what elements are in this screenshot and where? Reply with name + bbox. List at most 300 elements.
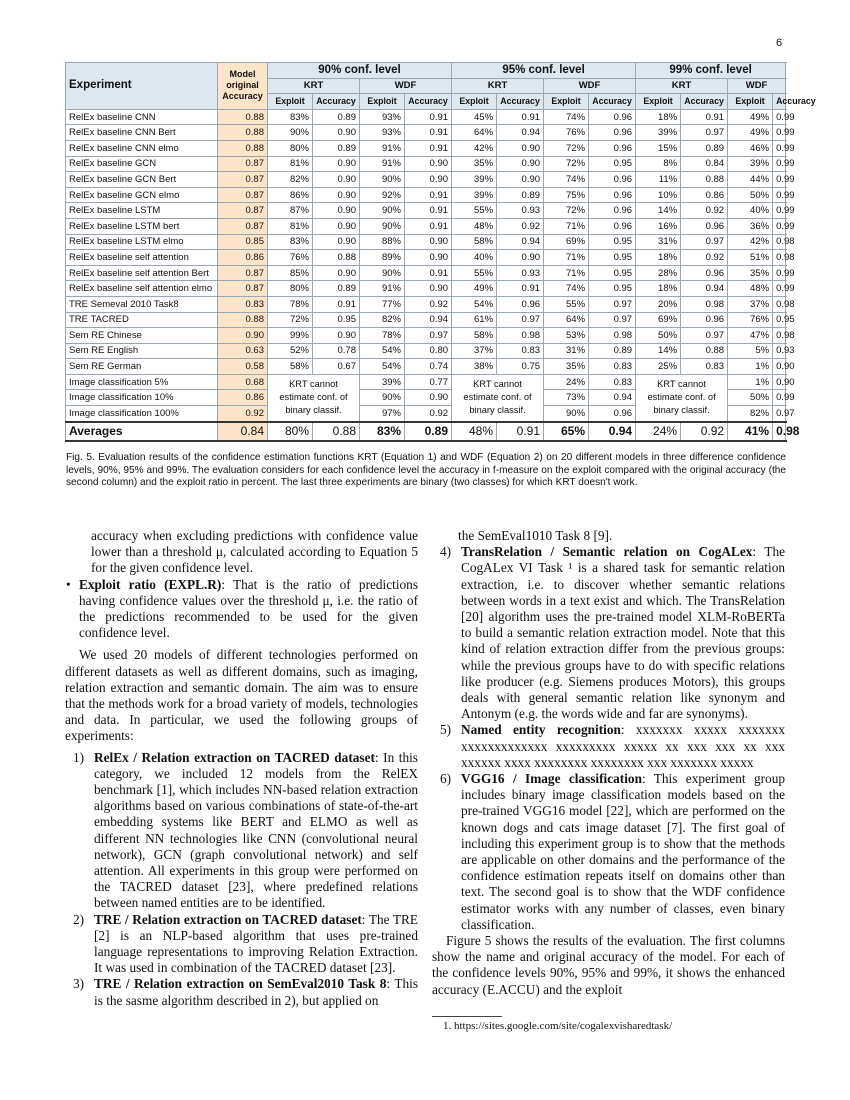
header-wdf-95: WDF bbox=[544, 78, 636, 94]
row-value: 18% bbox=[636, 109, 681, 125]
row-value: 0.95 bbox=[589, 281, 636, 297]
row-value: 0.90 bbox=[313, 265, 360, 281]
row-value: 0.90 bbox=[313, 156, 360, 172]
row-value: 0.95 bbox=[589, 234, 636, 250]
row-value: 0.98 bbox=[773, 328, 786, 344]
row-value: 72% bbox=[544, 140, 589, 156]
row-value: 42% bbox=[728, 234, 773, 250]
row-value: 0.98 bbox=[773, 234, 786, 250]
row-value: 82% bbox=[728, 406, 773, 422]
row-value: 83% bbox=[268, 234, 313, 250]
row-value: 0.83 bbox=[589, 374, 636, 390]
row-value: 0.96 bbox=[681, 265, 728, 281]
row-value: 90% bbox=[268, 125, 313, 141]
row-original-accuracy: 0.87 bbox=[218, 172, 268, 188]
table-row bbox=[66, 328, 786, 344]
averages-value: 83% bbox=[360, 422, 405, 441]
table-row bbox=[66, 359, 786, 375]
row-value: 0.92 bbox=[405, 296, 452, 312]
row-value: 85% bbox=[268, 265, 313, 281]
list-item: 4) TransRelation / Semantic relation on CogALex: The CogALex VI Task ¹ is a shared task for semantic relation extraction, i.e. to discover whether semantic relations between words in a text exist and which. The TransRelation [20] algorithm uses the pre-trained model XLM-RoBERTa to build a semantic relation extraction model. Note that this kind of relation extraction differ from the previous groups: while the previous groups have to do with specific relations like producer (e.g. Siemens produces Motors), this groups deals with general semantic relation like synonym and Antonym (e.g. the words wide and far are synonyms). bbox=[440, 544, 785, 722]
row-value: 0.89 bbox=[313, 140, 360, 156]
row-value: 0.91 bbox=[405, 187, 452, 203]
row-value: 0.93 bbox=[773, 343, 786, 359]
table-row bbox=[66, 109, 786, 125]
row-value: 0.90 bbox=[405, 156, 452, 172]
header-accuracy-wdf-90: Accuracy bbox=[405, 94, 452, 110]
row-value: 76% bbox=[544, 125, 589, 141]
header-wdf-99: WDF bbox=[728, 78, 786, 94]
row-value: 45% bbox=[452, 109, 497, 125]
row-value: 80% bbox=[268, 140, 313, 156]
row-value: 0.97 bbox=[681, 234, 728, 250]
row-original-accuracy: 0.92 bbox=[218, 406, 268, 422]
row-original-accuracy: 0.83 bbox=[218, 296, 268, 312]
row-original-accuracy: 0.88 bbox=[218, 125, 268, 141]
figure-caption: Fig. 5. Evaluation results of the confidence estimation functions KRT (Equation 1) and WDF (Equation 2) on 20 different models in three difference confidence levels, 90%, 95% and 99%. The evaluation considers for each confidence level the accuracy in f-measure on the exploit compared with the original accuracy (the second column) and the exploit ratio in percent. The last three experiments are binary (two classes) for which KRT doesn't work. bbox=[66, 452, 786, 489]
header-krt-99: KRT bbox=[636, 78, 728, 94]
row-value: 49% bbox=[728, 109, 773, 125]
row-value: 90% bbox=[360, 172, 405, 188]
row-value: 86% bbox=[268, 187, 313, 203]
row-value: 0.84 bbox=[681, 156, 728, 172]
row-value: 0.90 bbox=[313, 234, 360, 250]
row-value: 24% bbox=[544, 374, 589, 390]
row-value: 53% bbox=[544, 328, 589, 344]
row-value: 18% bbox=[636, 281, 681, 297]
row-value: 52% bbox=[268, 343, 313, 359]
averages-value: 48% bbox=[452, 422, 497, 441]
averages-value: 0.88 bbox=[313, 422, 360, 441]
row-value: 58% bbox=[452, 234, 497, 250]
header-accuracy-krt-99: Accuracy bbox=[681, 94, 728, 110]
row-value: 0.75 bbox=[497, 359, 544, 375]
row-value: 50% bbox=[636, 328, 681, 344]
row-value: 76% bbox=[268, 250, 313, 266]
row-value: 87% bbox=[268, 203, 313, 219]
row-value: 89% bbox=[360, 250, 405, 266]
row-value: 51% bbox=[728, 250, 773, 266]
row-name: Sem RE Chinese bbox=[66, 328, 218, 344]
header-model-original-accuracy: Model original Accuracy bbox=[218, 63, 268, 110]
list-item: 3) TRE / Relation extraction on SemEval2010 Task 8: This is the sasme algorithm described in 2), but applied on bbox=[73, 976, 418, 1008]
results-table bbox=[65, 62, 816, 442]
row-value: 44% bbox=[728, 172, 773, 188]
row-original-accuracy: 0.88 bbox=[218, 312, 268, 328]
row-value: 91% bbox=[360, 140, 405, 156]
header-accuracy-wdf-99: Accuracy bbox=[773, 94, 786, 110]
averages-value: 24% bbox=[636, 422, 681, 441]
averages-value: 0.98 bbox=[773, 422, 786, 441]
row-value: 0.88 bbox=[681, 172, 728, 188]
row-value: 49% bbox=[452, 281, 497, 297]
row-name: RelEx baseline self attention bbox=[66, 250, 218, 266]
row-original-accuracy: 0.87 bbox=[218, 203, 268, 219]
table-row bbox=[66, 343, 786, 359]
row-value: 0.90 bbox=[773, 359, 786, 375]
row-value: 77% bbox=[360, 296, 405, 312]
row-value: 0.90 bbox=[313, 172, 360, 188]
row-value: 72% bbox=[544, 156, 589, 172]
row-value: 54% bbox=[360, 343, 405, 359]
row-value: 1% bbox=[728, 359, 773, 375]
row-original-accuracy: 0.90 bbox=[218, 328, 268, 344]
row-value: 99% bbox=[268, 328, 313, 344]
row-value: 58% bbox=[452, 328, 497, 344]
header-exploit-wdf-90: Exploit bbox=[360, 94, 405, 110]
header-wdf-90: WDF bbox=[360, 78, 452, 94]
row-name: TRE TACRED bbox=[66, 312, 218, 328]
header-exploit-wdf-95: Exploit bbox=[544, 94, 589, 110]
row-value: 0.94 bbox=[405, 312, 452, 328]
header-krt-90: KRT bbox=[268, 78, 360, 94]
row-value: 93% bbox=[360, 125, 405, 141]
row-value: 0.99 bbox=[773, 187, 786, 203]
row-value: 25% bbox=[636, 359, 681, 375]
row-value: 83% bbox=[268, 109, 313, 125]
row-name: Sem RE German bbox=[66, 359, 218, 375]
row-original-accuracy: 0.87 bbox=[218, 265, 268, 281]
row-original-accuracy: 0.86 bbox=[218, 390, 268, 406]
row-value: 39% bbox=[452, 172, 497, 188]
row-value: 90% bbox=[544, 406, 589, 422]
row-value: 0.90 bbox=[313, 125, 360, 141]
row-value: 39% bbox=[360, 374, 405, 390]
row-value: 0.96 bbox=[589, 218, 636, 234]
row-value: 90% bbox=[360, 218, 405, 234]
paragraph-models: We used 20 models of different technologies performed on different datasets as well as different domains, such as imaging, relation extraction and semantic domain. The aim was to ensure that the methods work for a broad variety of models, technologies and data. In particular, we used the following groups of experiments: bbox=[65, 647, 418, 744]
row-value: 64% bbox=[544, 312, 589, 328]
row-value: 0.96 bbox=[589, 109, 636, 125]
page-number: 6 bbox=[776, 37, 783, 49]
averages-value: 80% bbox=[268, 422, 313, 441]
list-item: 5) Named entity recognition: xxxxxxx xxxxx xxxxxxx xxxxxxxxxxxxx xxxxxxxxx xxxxx xx xxx xxx xx xxx xxxxxx xxxx xxxxxxxx xxxxxxxx xxx xxxxxxx xxxxx bbox=[440, 722, 785, 770]
row-value: 0.91 bbox=[497, 109, 544, 125]
row-value: 93% bbox=[360, 109, 405, 125]
row-value: 0.95 bbox=[589, 250, 636, 266]
row-value: 0.91 bbox=[405, 218, 452, 234]
row-value: 0.99 bbox=[773, 265, 786, 281]
row-value: 14% bbox=[636, 203, 681, 219]
row-value: 0.95 bbox=[589, 265, 636, 281]
row-value: 97% bbox=[360, 406, 405, 422]
row-value: 0.89 bbox=[497, 187, 544, 203]
row-original-accuracy: 0.58 bbox=[218, 359, 268, 375]
table-row bbox=[66, 172, 786, 188]
averages-row bbox=[66, 422, 786, 441]
row-value: 90% bbox=[360, 203, 405, 219]
row-value: 82% bbox=[360, 312, 405, 328]
table-row bbox=[66, 187, 786, 203]
row-value: 0.98 bbox=[681, 296, 728, 312]
row-value: 16% bbox=[636, 218, 681, 234]
row-value: 11% bbox=[636, 172, 681, 188]
row-value: 92% bbox=[360, 187, 405, 203]
row-value: 0.89 bbox=[589, 343, 636, 359]
row-value: 36% bbox=[728, 218, 773, 234]
row-value: 0.89 bbox=[313, 109, 360, 125]
table-row bbox=[66, 203, 786, 219]
row-value: 78% bbox=[360, 328, 405, 344]
row-value: 20% bbox=[636, 296, 681, 312]
row-value: 39% bbox=[728, 156, 773, 172]
row-value: 0.96 bbox=[589, 203, 636, 219]
row-value: 0.99 bbox=[773, 109, 786, 125]
row-value: 0.80 bbox=[405, 343, 452, 359]
header-conf-99: 99% conf. level bbox=[636, 63, 786, 79]
row-value: 72% bbox=[268, 312, 313, 328]
paragraph-results: Figure 5 shows the results of the evaluation. The first columns show the name and original accuracy of the model. For each of the confidence levels 90%, 95% and 99%, it shows the enhanced accuracy (E.ACCU) and the exploit bbox=[432, 933, 785, 997]
row-value: 35% bbox=[452, 156, 497, 172]
row-value: 39% bbox=[452, 187, 497, 203]
row-value: 8% bbox=[636, 156, 681, 172]
row-value: 37% bbox=[452, 343, 497, 359]
row-name: Sem RE English bbox=[66, 343, 218, 359]
row-original-accuracy: 0.87 bbox=[218, 156, 268, 172]
row-value: 0.96 bbox=[589, 406, 636, 422]
row-value: 81% bbox=[268, 218, 313, 234]
row-value: 0.91 bbox=[405, 125, 452, 141]
header-exploit-wdf-99: Exploit bbox=[728, 94, 773, 110]
averages-label: Averages bbox=[66, 422, 218, 441]
averages-value: 0.94 bbox=[589, 422, 636, 441]
row-value: 0.98 bbox=[589, 328, 636, 344]
table-row bbox=[66, 250, 786, 266]
header-exploit-krt-95: Exploit bbox=[452, 94, 497, 110]
row-original-accuracy: 0.63 bbox=[218, 343, 268, 359]
row-value: 0.96 bbox=[589, 172, 636, 188]
row-name: RelEx baseline CNN Bert bbox=[66, 125, 218, 141]
row-value: 35% bbox=[544, 359, 589, 375]
row-value: 64% bbox=[452, 125, 497, 141]
row-value: 0.95 bbox=[773, 312, 786, 328]
row-value: 0.99 bbox=[773, 281, 786, 297]
row-original-accuracy: 0.88 bbox=[218, 140, 268, 156]
row-value: 0.99 bbox=[773, 125, 786, 141]
row-original-accuracy: 0.68 bbox=[218, 374, 268, 390]
row-value: 0.94 bbox=[497, 234, 544, 250]
row-value: 0.97 bbox=[773, 406, 786, 422]
row-value: 50% bbox=[728, 390, 773, 406]
row-value: 40% bbox=[452, 250, 497, 266]
row-value: 0.90 bbox=[497, 156, 544, 172]
row-value: 58% bbox=[268, 359, 313, 375]
row-name: Image classification 10% bbox=[66, 390, 218, 406]
row-value: 31% bbox=[544, 343, 589, 359]
row-value: 90% bbox=[360, 265, 405, 281]
row-name: RelEx baseline self attention Bert bbox=[66, 265, 218, 281]
row-value: 35% bbox=[728, 265, 773, 281]
table-row bbox=[66, 374, 786, 390]
table-row bbox=[66, 156, 786, 172]
row-value: 48% bbox=[452, 218, 497, 234]
row-value: 0.99 bbox=[773, 140, 786, 156]
row-value: 0.97 bbox=[589, 312, 636, 328]
row-value: 0.88 bbox=[313, 250, 360, 266]
left-column bbox=[65, 528, 418, 1009]
row-name: RelEx baseline GCN bbox=[66, 156, 218, 172]
row-value: 78% bbox=[268, 296, 313, 312]
row-value: 0.92 bbox=[405, 406, 452, 422]
row-value: 0.89 bbox=[681, 140, 728, 156]
row-value: 47% bbox=[728, 328, 773, 344]
row-value: 71% bbox=[544, 265, 589, 281]
row-value: 0.89 bbox=[313, 281, 360, 297]
row-original-accuracy: 0.88 bbox=[218, 109, 268, 125]
row-value: 69% bbox=[544, 234, 589, 250]
row-value: 69% bbox=[636, 312, 681, 328]
header-conf-95: 95% conf. level bbox=[452, 63, 636, 79]
row-value: 0.90 bbox=[313, 187, 360, 203]
row-value: 0.90 bbox=[313, 218, 360, 234]
row-value: 74% bbox=[544, 281, 589, 297]
row-value: 0.98 bbox=[773, 250, 786, 266]
row-value: 0.96 bbox=[589, 187, 636, 203]
header-exploit-krt-99: Exploit bbox=[636, 94, 681, 110]
row-value: 0.90 bbox=[497, 172, 544, 188]
row-value: 0.94 bbox=[681, 281, 728, 297]
row-value: 15% bbox=[636, 140, 681, 156]
footnote-rule bbox=[432, 1016, 502, 1017]
row-value: 81% bbox=[268, 156, 313, 172]
row-value: 1% bbox=[728, 374, 773, 390]
row-value: 73% bbox=[544, 390, 589, 406]
row-value: 82% bbox=[268, 172, 313, 188]
row-value: 0.93 bbox=[497, 203, 544, 219]
row-value: 61% bbox=[452, 312, 497, 328]
row-value: 80% bbox=[268, 281, 313, 297]
header-krt-95: KRT bbox=[452, 78, 544, 94]
row-value: 0.95 bbox=[589, 156, 636, 172]
row-name: RelEx baseline CNN elmo bbox=[66, 140, 218, 156]
row-value: 46% bbox=[728, 140, 773, 156]
row-value: 0.92 bbox=[681, 203, 728, 219]
row-value: 0.97 bbox=[497, 312, 544, 328]
table-row bbox=[66, 218, 786, 234]
row-value: 5% bbox=[728, 343, 773, 359]
row-name: RelEx baseline self attention elmo bbox=[66, 281, 218, 297]
row-value: 0.93 bbox=[497, 265, 544, 281]
table-row bbox=[66, 312, 786, 328]
row-value: 0.78 bbox=[313, 343, 360, 359]
row-value: 48% bbox=[728, 281, 773, 297]
list-item: 2) TRE / Relation extraction on TACRED dataset: The TRE [2] is an NLP-based algorithm that uses pre-trained language representations to improving Relation Extraction. It was used in combination of the TACRED dataset [23]. bbox=[73, 911, 418, 976]
row-name: RelEx baseline LSTM bbox=[66, 203, 218, 219]
row-value: 72% bbox=[544, 203, 589, 219]
row-value: 0.90 bbox=[497, 250, 544, 266]
row-value: 0.83 bbox=[497, 343, 544, 359]
row-value: 90% bbox=[360, 390, 405, 406]
header-accuracy-krt-90: Accuracy bbox=[313, 94, 360, 110]
row-value: 0.91 bbox=[405, 109, 452, 125]
row-value: 88% bbox=[360, 234, 405, 250]
row-value: 0.90 bbox=[313, 328, 360, 344]
row-value: 40% bbox=[728, 203, 773, 219]
row-value: 0.96 bbox=[589, 125, 636, 141]
row-value: 0.90 bbox=[497, 140, 544, 156]
averages-value: 65% bbox=[544, 422, 589, 441]
header-experiment: Experiment bbox=[66, 63, 218, 110]
footnote: 1. https://sites.google.com/site/cogalexvisharedtask/ bbox=[443, 1020, 673, 1032]
row-value: 0.99 bbox=[773, 156, 786, 172]
row-value: 0.74 bbox=[405, 359, 452, 375]
table-row bbox=[66, 296, 786, 312]
row-name: RelEx baseline CNN bbox=[66, 109, 218, 125]
row-value: 0.99 bbox=[773, 203, 786, 219]
row-value: 0.83 bbox=[589, 359, 636, 375]
row-value: 55% bbox=[544, 296, 589, 312]
right-continued-text: the SemEval1010 Task 8 [9]. bbox=[458, 528, 613, 543]
row-value: 54% bbox=[360, 359, 405, 375]
averages-value: 0.91 bbox=[497, 422, 544, 441]
krt-not-applicable-note: KRT cannot estimate conf. of binary classif. bbox=[268, 374, 360, 421]
table-row bbox=[66, 125, 786, 141]
header-accuracy-krt-95: Accuracy bbox=[497, 94, 544, 110]
krt-not-applicable-note: KRT cannot estimate conf. of binary classif. bbox=[636, 374, 728, 421]
row-original-accuracy: 0.87 bbox=[218, 218, 268, 234]
row-value: 0.96 bbox=[497, 296, 544, 312]
left-continued-text: accuracy when excluding predictions with confidence value lower than a threshold μ, calculated according to Equation 5 for the given confidence level. bbox=[91, 528, 418, 576]
row-value: 0.91 bbox=[405, 203, 452, 219]
row-value: 42% bbox=[452, 140, 497, 156]
row-value: 28% bbox=[636, 265, 681, 281]
row-value: 0.90 bbox=[405, 172, 452, 188]
row-value: 38% bbox=[452, 359, 497, 375]
row-value: 0.67 bbox=[313, 359, 360, 375]
row-value: 0.88 bbox=[681, 343, 728, 359]
list-item: 6) VGG16 / Image classification: This experiment group includes binary image classification models based on the pre-trained VGG16 model [22], which are performed on the known dogs and cats image dataset [7]. The first goal of including this experiment group is to show that the methods are applicable on other domains and the performance of the confidence estimation repeats itself on domains other than text. The second goal is to show that the WDF confidence estimator works with any number of classes, even binary classification. bbox=[440, 771, 785, 932]
row-value: 0.94 bbox=[497, 125, 544, 141]
row-value: 14% bbox=[636, 343, 681, 359]
krt-not-applicable-note: KRT cannot estimate conf. of binary classif. bbox=[452, 374, 544, 421]
row-value: 37% bbox=[728, 296, 773, 312]
row-value: 76% bbox=[728, 312, 773, 328]
row-value: 54% bbox=[452, 296, 497, 312]
row-value: 0.90 bbox=[405, 390, 452, 406]
row-value: 0.90 bbox=[405, 250, 452, 266]
row-value: 0.99 bbox=[773, 390, 786, 406]
averages-original-accuracy: 0.84 bbox=[218, 422, 268, 441]
header-accuracy-wdf-95: Accuracy bbox=[589, 94, 636, 110]
table-row bbox=[66, 140, 786, 156]
list-item: 1) RelEx / Relation extraction on TACRED dataset: In this category, we included 12 models from the RelEX benchmark [1], which includes NN-based relation extraction algorithms based on various combinations of state-of-the-art embedding systems like BERT and ELMO as well as different NN technologies like CNN (convolutional neural network), GCN (graph convolutional network) and self attention. All experiments in this group were performed on the TACRED dataset [23], where predefined relations between named entities are to be identified. bbox=[73, 749, 418, 911]
row-value: 55% bbox=[452, 203, 497, 219]
table-row bbox=[66, 281, 786, 297]
row-value: 71% bbox=[544, 250, 589, 266]
row-original-accuracy: 0.86 bbox=[218, 250, 268, 266]
row-value: 55% bbox=[452, 265, 497, 281]
row-value: 0.91 bbox=[405, 140, 452, 156]
averages-value: 0.92 bbox=[681, 422, 728, 441]
row-value: 0.92 bbox=[681, 250, 728, 266]
row-value: 0.91 bbox=[313, 296, 360, 312]
row-name: TRE Semeval 2010 Task8 bbox=[66, 296, 218, 312]
row-value: 0.90 bbox=[405, 234, 452, 250]
row-value: 50% bbox=[728, 187, 773, 203]
row-value: 0.97 bbox=[681, 125, 728, 141]
row-name: RelEx baseline GCN elmo bbox=[66, 187, 218, 203]
table-row bbox=[66, 265, 786, 281]
row-value: 0.95 bbox=[313, 312, 360, 328]
row-value: 39% bbox=[636, 125, 681, 141]
header-exploit-krt-90: Exploit bbox=[268, 94, 313, 110]
row-value: 0.91 bbox=[497, 281, 544, 297]
row-value: 0.99 bbox=[773, 218, 786, 234]
bullet-icon: • bbox=[66, 576, 71, 592]
row-value: 49% bbox=[728, 125, 773, 141]
row-value: 0.83 bbox=[681, 359, 728, 375]
table-row bbox=[66, 234, 786, 250]
